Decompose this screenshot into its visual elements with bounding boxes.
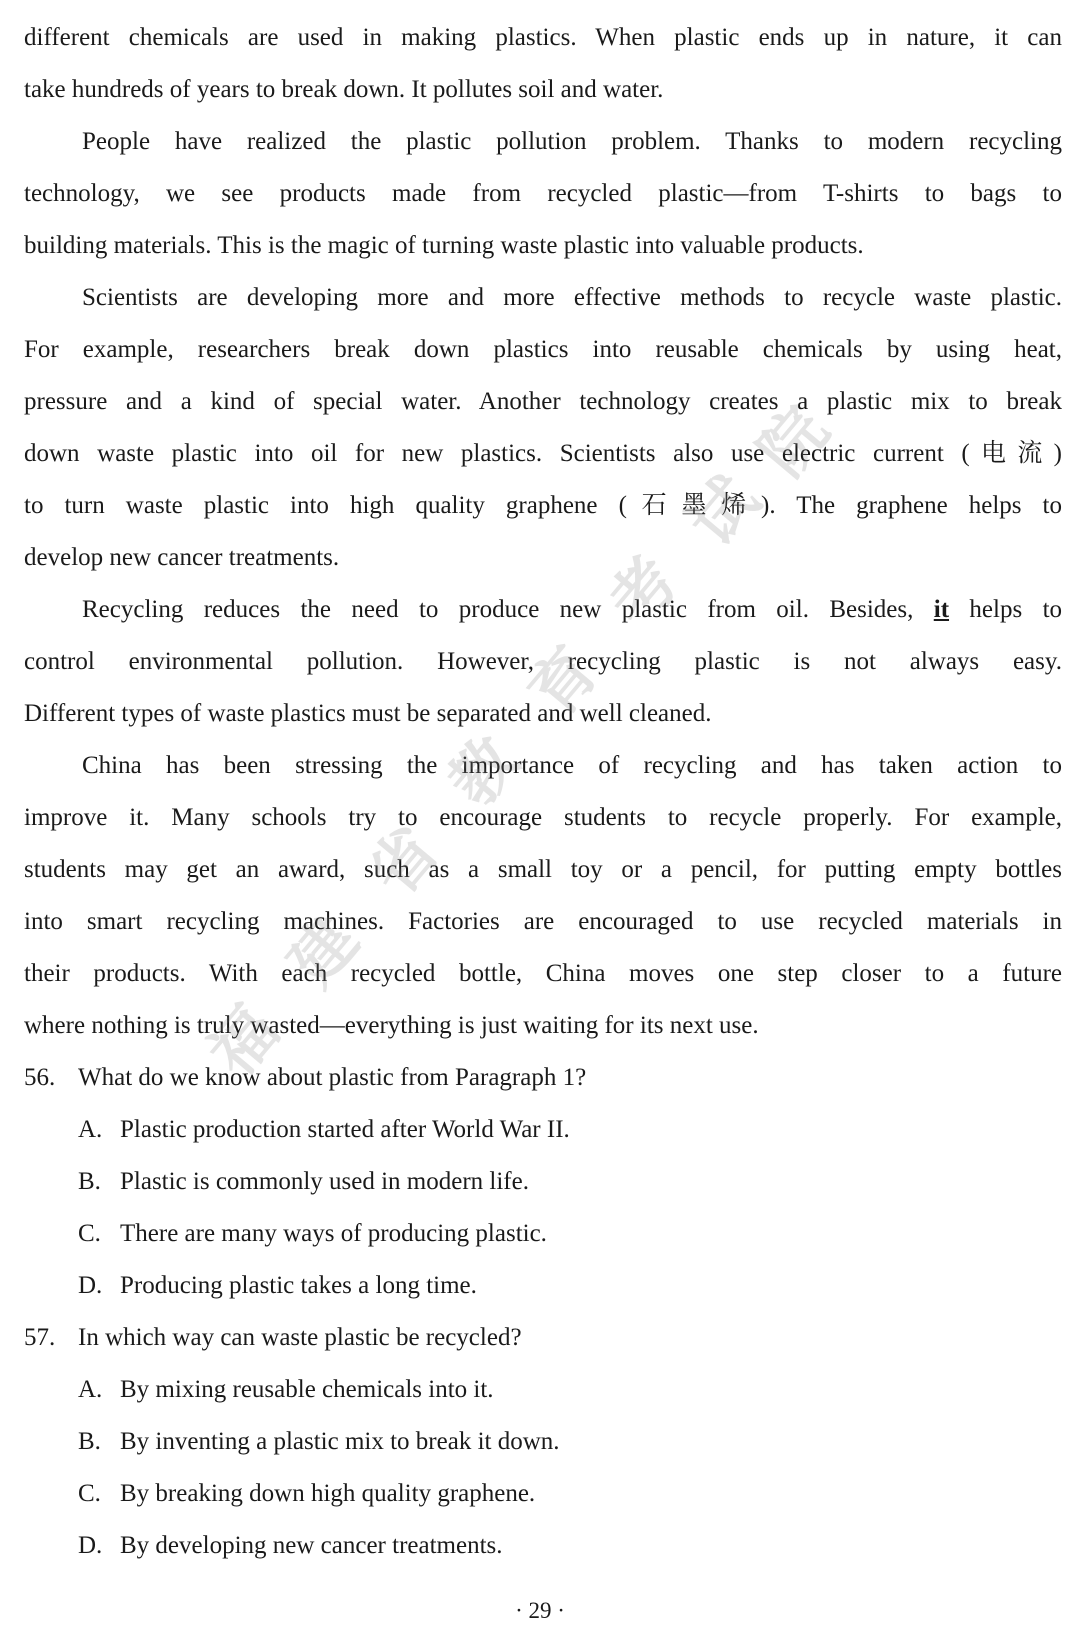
option-57-a[interactable] — [24, 1364, 1062, 1416]
page-number: · 29 · — [515, 1598, 565, 1623]
passage-line: take hundreds of years to break down. It pollutes soil and water. — [24, 76, 664, 103]
question-stem: In which way can waste plastic be recycled? — [78, 1324, 522, 1351]
svg-text:院: 院 — [745, 393, 844, 491]
option-label: A. — [78, 1376, 103, 1403]
option-text: By breaking down high quality graphene. — [120, 1480, 536, 1507]
option-label: B. — [78, 1428, 101, 1455]
svg-text:教: 教 — [435, 723, 534, 821]
option-text: Plastic production started after World War II. — [120, 1116, 570, 1143]
passage-line: where nothing is truly wasted—everything is just waiting for its next use. — [24, 1012, 759, 1039]
svg-text:省: 省 — [355, 813, 454, 911]
option-label: C. — [78, 1220, 101, 1247]
option-57-c[interactable] — [24, 1468, 1062, 1520]
passage-line: improve it. Many schools try to encourage students to recycle properly. For example, — [24, 804, 1062, 831]
passage-text: Recycling reduces the need to produce new plastic from oil. Besides, — [82, 596, 914, 623]
svg-text:育: 育 — [515, 633, 614, 731]
option-label: D. — [78, 1532, 103, 1559]
option-56-c[interactable] — [24, 1208, 1062, 1260]
passage-line: develop new cancer treatments. — [24, 544, 340, 571]
passage-line: Different types of waste plastics must be separated and well cleaned. — [24, 700, 712, 727]
passage-line: Scientists are developing more and more effective methods to recycle waste plastic. — [82, 284, 1062, 311]
option-text: Producing plastic takes a long time. — [120, 1272, 477, 1299]
option-label: A. — [78, 1116, 103, 1143]
option-text: There are many ways of producing plastic. — [120, 1220, 547, 1247]
passage-line: to turn waste plastic into high quality graphene (石墨烯). The graphene helps to — [24, 492, 1062, 519]
passage-line: into smart recycling machines. Factories are encouraged to use recycled materials in — [24, 908, 1062, 935]
option-56-b[interactable] — [24, 1156, 1062, 1208]
passage-line: their products. With each recycled bottle, China moves one step closer to a future — [24, 960, 1062, 987]
option-text: By inventing a plastic mix to break it down. — [120, 1428, 560, 1455]
svg-text:试: 试 — [675, 463, 774, 561]
passage-line: technology, we see products made from recycled plastic—from T-shirts to bags to — [24, 180, 1062, 207]
passage-line: China has been stressing the importance of recycling and has taken action to — [82, 752, 1062, 779]
passage-line: down waste plastic into oil for new plastics. Scientists also use electric current (电流) — [24, 440, 1062, 467]
passage-line: control environmental pollution. However, recycling plastic is not always easy. — [24, 648, 1062, 675]
svg-text:福: 福 — [195, 993, 294, 1091]
svg-text:考: 考 — [595, 543, 694, 641]
passage-line: different chemicals are used in making plastics. When plastic ends up in nature, it can — [24, 24, 1062, 51]
passage-line: People have realized the plastic pollution problem. Thanks to modern recycling — [82, 128, 1062, 155]
passage-line: pressure and a kind of special water. Another technology creates a plastic mix to break — [24, 388, 1062, 415]
passage-line: building materials. This is the magic of turning waste plastic into valuable products. — [24, 232, 864, 259]
svg-text:建: 建 — [275, 903, 374, 1001]
option-57-b[interactable] — [24, 1416, 1062, 1468]
passage-text: helps to — [969, 596, 1063, 623]
option-label: B. — [78, 1168, 101, 1195]
option-57-d[interactable] — [24, 1520, 1062, 1572]
option-56-a[interactable] — [24, 1104, 1062, 1156]
passage-line — [24, 584, 1062, 636]
question-stem: What do we know about plastic from Paragraph 1? — [78, 1064, 587, 1091]
option-56-d[interactable] — [24, 1260, 1062, 1312]
option-text: Plastic is commonly used in modern life. — [120, 1168, 529, 1195]
option-label: D. — [78, 1272, 103, 1299]
question-57 — [24, 1312, 1062, 1364]
passage-line: For example, researchers break down plastics into reusable chemicals by using heat, — [24, 336, 1062, 363]
question-56 — [24, 1052, 1062, 1104]
question-number: 56. — [24, 1064, 56, 1091]
option-text: By mixing reusable chemicals into it. — [120, 1376, 494, 1403]
passage-line: students may get an award, such as a small toy or a pencil, for putting empty bottles — [24, 856, 1062, 883]
question-number: 57. — [24, 1324, 56, 1351]
option-label: C. — [78, 1480, 101, 1507]
document-page — [24, 12, 1062, 1572]
option-text: By developing new cancer treatments. — [120, 1532, 503, 1559]
underlined-word-it: it — [933, 596, 950, 623]
